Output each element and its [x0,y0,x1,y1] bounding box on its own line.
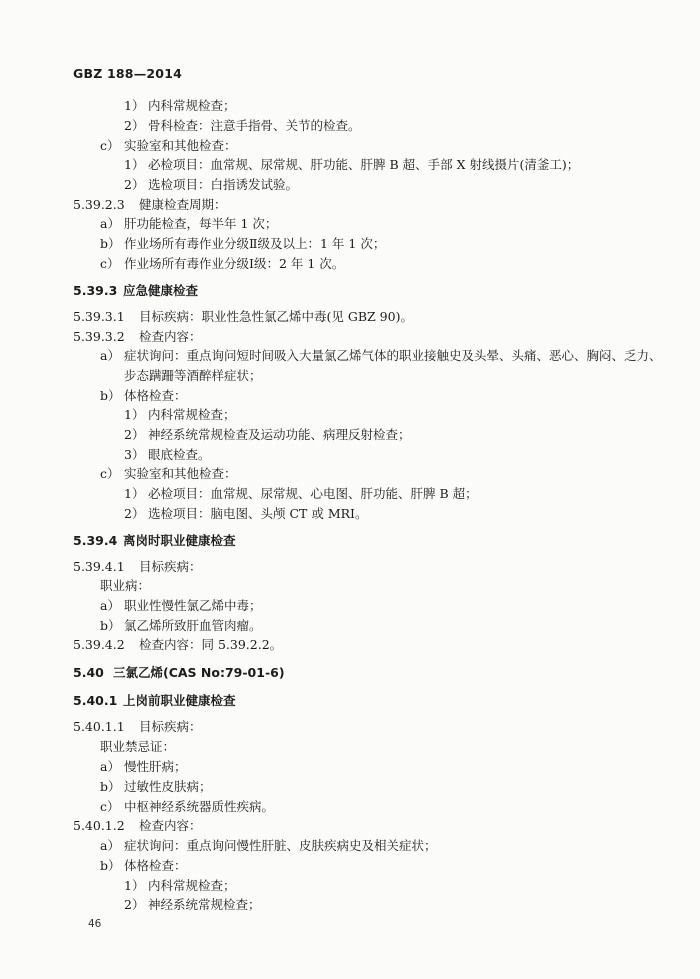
list-item: 2） 神经系统常规检查及运动功能、病理反射检查； [124,427,411,442]
list-item: b） 氯乙烯所致肝血管肉瘤。 [100,618,262,633]
list-item: b） 过敏性皮肤病； [100,779,212,794]
clause: 5.39.3.2 检查内容： [73,329,202,344]
list-item: 2） 选检项目：白指诱发试验。 [124,177,299,192]
list-item-continuation: 步态蹒跚等酒醉样症状； [124,368,262,383]
list-item: a） 症状询问：重点询问慢性肝脏、皮肤疾病史及相关症状； [100,838,437,853]
clause: 5.39.3.1 目标疾病：职业性急性氯乙烯中毒(见 GBZ 90)。 [73,309,413,324]
list-item: a） 症状询问：重点询问短时间吸入大量氯乙烯气体的职业接触史及头晕、头痛、恶心、胸闷、乏力、 [100,348,662,363]
list-item: b） 作业场所有毒作业分级Ⅱ级及以上：1 年 1 次； [100,236,386,251]
section-heading: 5.39.3 应急健康检查 [73,283,199,298]
list-item: c） 实验室和其他检查： [100,138,237,153]
section-heading: 5.40.1 上岗前职业健康检查 [73,693,236,708]
list-item: a） 肝功能检查，每半年 1 次； [100,216,278,231]
clause: 5.40.1.2 检查内容： [73,818,202,833]
clause: 5.39.4.2 检查内容：同 5.39.2.2。 [73,637,283,652]
list-item: 2） 神经系统常规检查； [124,897,261,912]
paragraph: 职业病： [100,578,151,593]
list-item: 1） 内科常规检查； [124,407,236,422]
clause: 5.39.2.3 健康检查周期： [73,197,227,212]
list-item: c） 作业场所有毒作业分级Ⅰ级：2 年 1 次。 [100,256,345,271]
list-item: c） 中枢神经系统器质性疾病。 [100,799,275,814]
list-item: 3） 眼底检查。 [124,447,211,462]
list-item: b） 体格检查： [100,388,187,403]
page-number: 46 [88,918,102,930]
list-item: b） 体格检查： [100,858,187,873]
clause: 5.40.1.1 目标疾病： [73,719,202,734]
section-heading: 5.39.4 离岗时职业健康检查 [73,533,236,548]
list-item: 1） 必检项目：血常规、尿常规、肝功能、肝脾 B 超、手部 X 射线摄片(清釜工)； [124,157,580,172]
chapter-heading: 5.40 三氯乙烯(CAS No:79-01-6) [73,665,285,680]
list-item: a） 慢性肝病； [100,759,187,774]
list-item: 1） 必检项目：血常规、尿常规、心电图、肝功能、肝脾 B 超； [124,486,478,501]
list-item: 2） 选检项目：脑电图、头颅 CT 或 MRI。 [124,506,368,521]
standard-code-header: GBZ 188—2014 [73,66,182,81]
list-item: 1） 内科常规检查； [124,98,236,113]
list-item: c） 实验室和其他检查： [100,466,237,481]
list-item: 1） 内科常规检查； [124,878,236,893]
list-item: 2） 骨科检查：注意手指骨、关节的检查。 [124,118,361,133]
list-item: a） 职业性慢性氯乙烯中毒； [100,598,262,613]
clause: 5.39.4.1 目标疾病： [73,559,202,574]
paragraph: 职业禁忌证： [100,739,176,754]
